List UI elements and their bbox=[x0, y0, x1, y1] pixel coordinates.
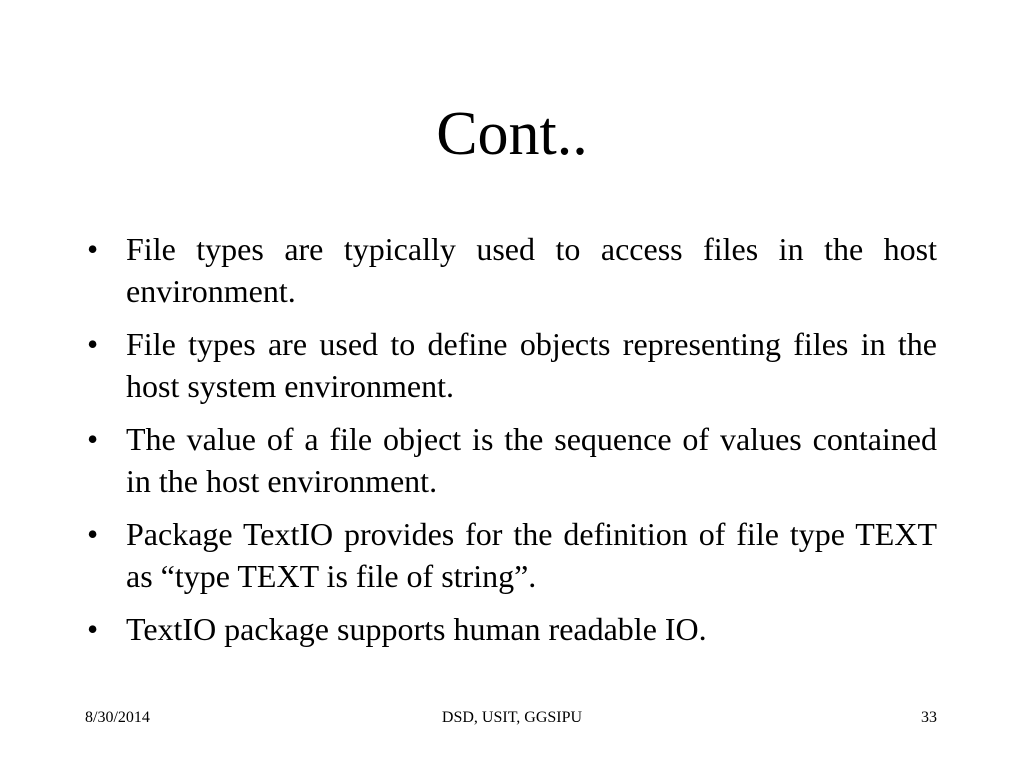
bullet-icon: • bbox=[87, 326, 99, 362]
bullet-text: File types are typically used to access files in the host environment. bbox=[126, 231, 937, 309]
bullet-list bbox=[87, 228, 937, 661]
bullet-text: TextIO package supports human readable IO. bbox=[126, 611, 707, 647]
bullet-icon: • bbox=[87, 611, 99, 647]
bullet-icon: • bbox=[87, 421, 99, 457]
bullet-icon: • bbox=[87, 231, 99, 267]
bullet-icon: • bbox=[87, 516, 99, 552]
bullet-item bbox=[87, 323, 937, 407]
bullet-text: The value of a file object is the sequence of values contained in the host environment. bbox=[126, 421, 937, 499]
bullet-item bbox=[87, 418, 937, 502]
footer-page-number: 33 bbox=[921, 709, 937, 726]
bullet-item bbox=[87, 608, 937, 650]
slide-title: Cont.. bbox=[436, 100, 588, 168]
bullet-item bbox=[87, 228, 937, 312]
bullet-item bbox=[87, 513, 937, 597]
footer-center-text: DSD, USIT, GGSIPU bbox=[441, 709, 583, 726]
bullet-text: Package TextIO provides for the definition of file type TEXT as “type TEXT is file of string”. bbox=[126, 516, 937, 594]
bullet-text: File types are used to define objects representing files in the host system environment. bbox=[126, 326, 937, 404]
footer-date: 8/30/2014 bbox=[85, 709, 150, 726]
